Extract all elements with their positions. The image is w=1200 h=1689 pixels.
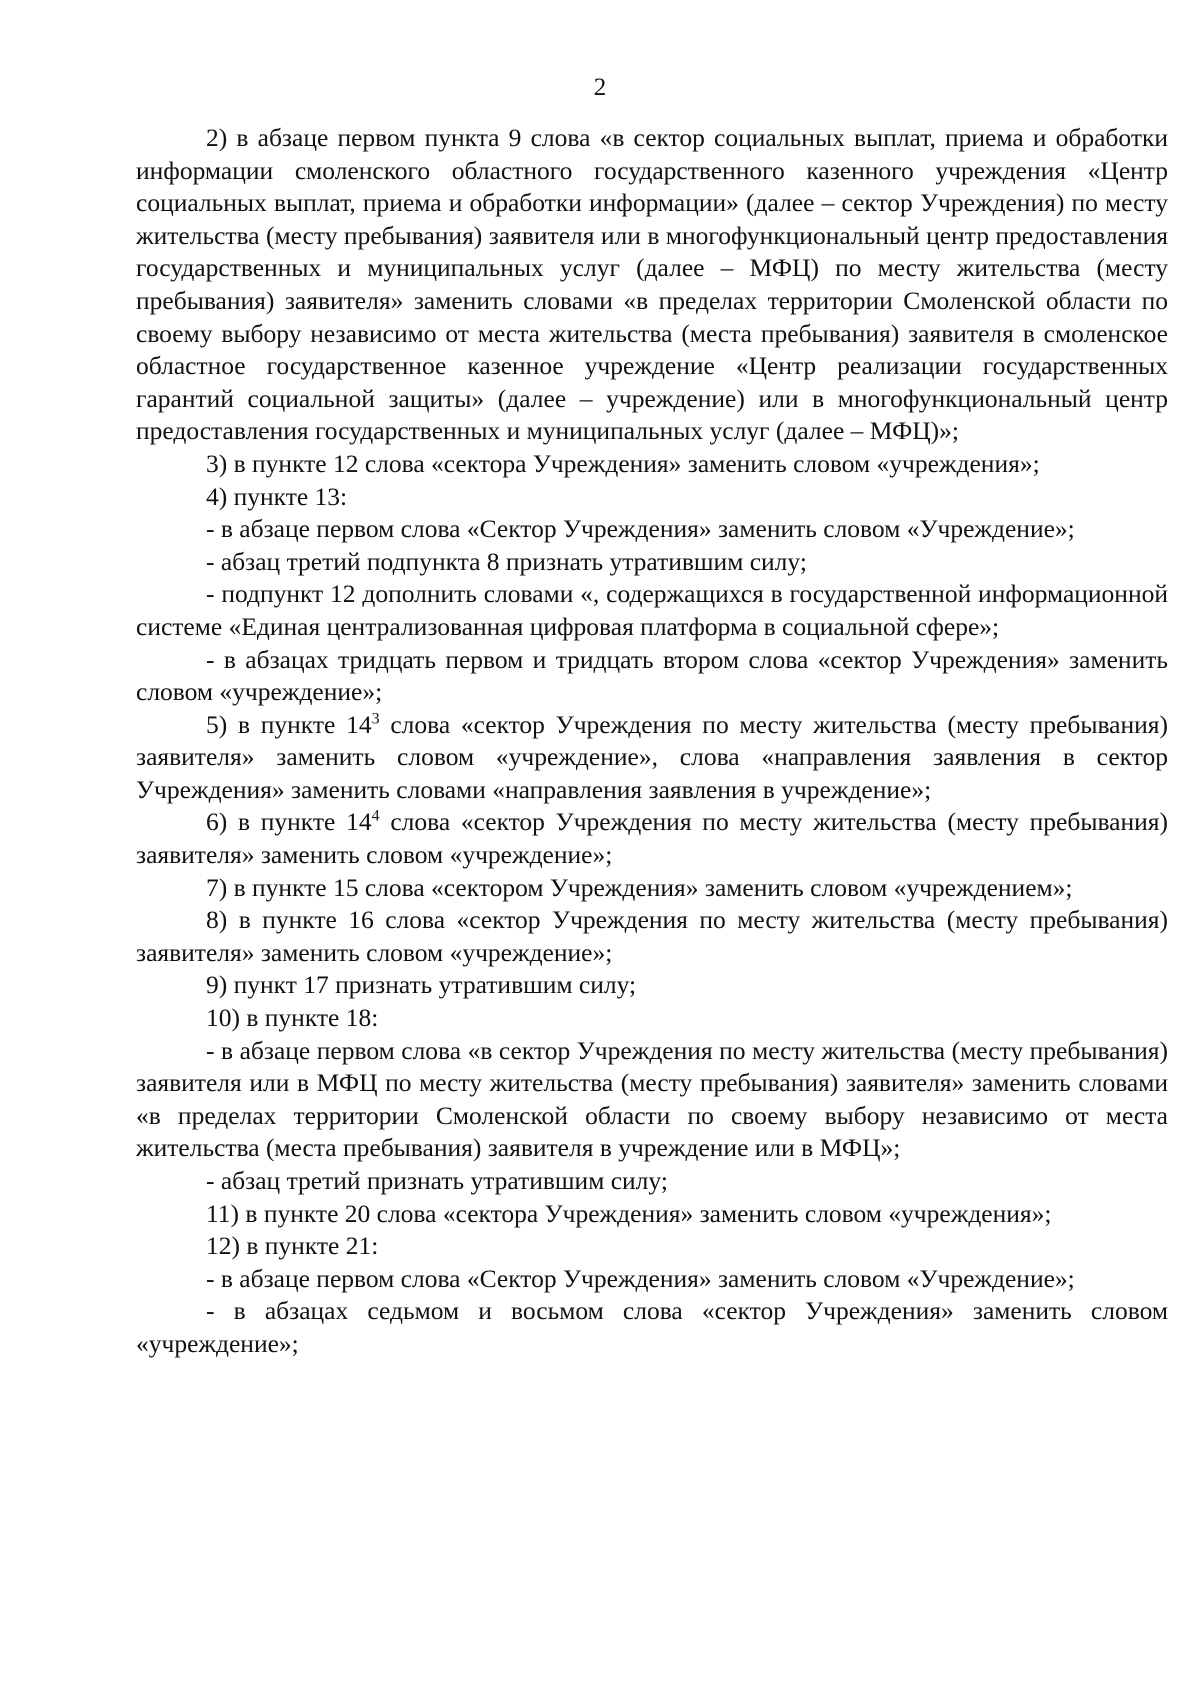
- paragraph-item-9: 9) пункт 17 признать утратившим силу;: [206, 970, 637, 1000]
- paragraph-item-4-sub-2: - абзац третий подпункта 8 признать утратившим силу;: [206, 546, 807, 576]
- page-number: 2: [593, 74, 607, 101]
- paragraph-item-6-text-start: 6) в пункте 14: [206, 807, 372, 837]
- paragraph-item-4-sub-4: - в абзацах тридцать первом и тридцать втором слова «сектор Учреждения» заменить словом «учреждение»;: [136, 644, 1168, 707]
- paragraph-item-10-sub-2: - абзац третий признать утратившим силу;: [206, 1166, 668, 1195]
- paragraph-item-6: [136, 806, 1168, 871]
- paragraph-item-2: 2) в абзаце первом пункта 9 слова «в сектор социальных выплат, приема и обработки информации смоленского областного государственного казенного учреждения «Центр социальных выплат, приема и обработки информации» (далее – сектор Учреждения) по месту жительства (месту пребывания) заявителя или в многофункциональный центр предоставления государственных и муниципальных услуг (далее – МФЦ) по месту жительства (месту пребывания) заявителя» заменить словами «в пределах территории Смоленской области по своему выбору независимо от места жительства (места пребывания) заявителя в смоленское областное государственное казенное учреждение «Центр реализации государственных гарантий социальной защиты» (далее – учреждение) или в многофункциональный центр предоставления государственных и муниципальных услуг (далее – МФЦ)»;: [136, 123, 1168, 446]
- paragraph-item-5: [136, 709, 1168, 807]
- paragraph-item-4-sub-1: - в абзаце первом слова «Сектор Учреждения» заменить словом «Учреждение»;: [206, 514, 1075, 544]
- paragraph-item-5-superscript: 3: [371, 710, 380, 728]
- paragraph-item-10: 10) в пункте 18:: [206, 1003, 379, 1033]
- paragraph-item-8: 8) в пункте 16 слова «сектор Учреждения по месту жительства (месту пребывания) заявителя» заменить словом «учреждение»;: [136, 905, 1168, 967]
- paragraph-item-6-superscript: 4: [371, 807, 380, 825]
- paragraph-item-12-sub-1: - в абзаце первом слова «Сектор Учреждения» заменить словом «Учреждение»;: [206, 1263, 1075, 1293]
- paragraph-item-11: 11) в пункте 20 слова «сектора Учреждения» заменить словом «учреждения»;: [206, 1198, 1052, 1228]
- paragraph-item-4-sub-3: - подпункт 12 дополнить словами «, содержащихся в государственной информационной системе «Единая централизованная цифровая платформа в социальной сфере»;: [136, 579, 1168, 641]
- paragraph-item-10-sub-1: - в абзаце первом слова «в сектор Учреждения по месту жительства (месту пребывания) заявителя или в МФЦ по месту жительства (месту пребывания) заявителя» заменить словами «в пределах территории Смоленской области по своему выбору независимо от места жительства (места пребывания) заявителя в учреждение или в МФЦ»;: [136, 1035, 1168, 1163]
- document-body: [136, 122, 1168, 1361]
- paragraph-item-5-text-end: слова «сектор Учреждения по месту жительства (месту пребывания) заявителя» заменить словом «учреждение», слова «направления заявления в сектор Учреждения» заменить словами «направления заявления в учреждение»;: [136, 709, 1169, 804]
- paragraph-item-4: 4) пункте 13:: [206, 481, 348, 511]
- paragraph-item-12: 12) в пункте 21:: [206, 1231, 379, 1261]
- paragraph-item-6-text-end: слова «сектор Учреждения по месту жительства (месту пребывания) заявителя» заменить словом «учреждение»;: [136, 807, 1169, 870]
- paragraph-item-5-text-start: 5) в пункте 14: [206, 709, 372, 739]
- paragraph-item-12-sub-2: - в абзацах седьмом и восьмом слова «сектор Учреждения» заменить словом «учреждение»;: [136, 1296, 1168, 1358]
- paragraph-item-3: 3) в пункте 12 слова «сектора Учреждения» заменить словом «учреждения»;: [206, 448, 1040, 478]
- paragraph-item-7: 7) в пункте 15 слова «сектором Учреждения» заменить словом «учреждением»;: [206, 872, 1073, 902]
